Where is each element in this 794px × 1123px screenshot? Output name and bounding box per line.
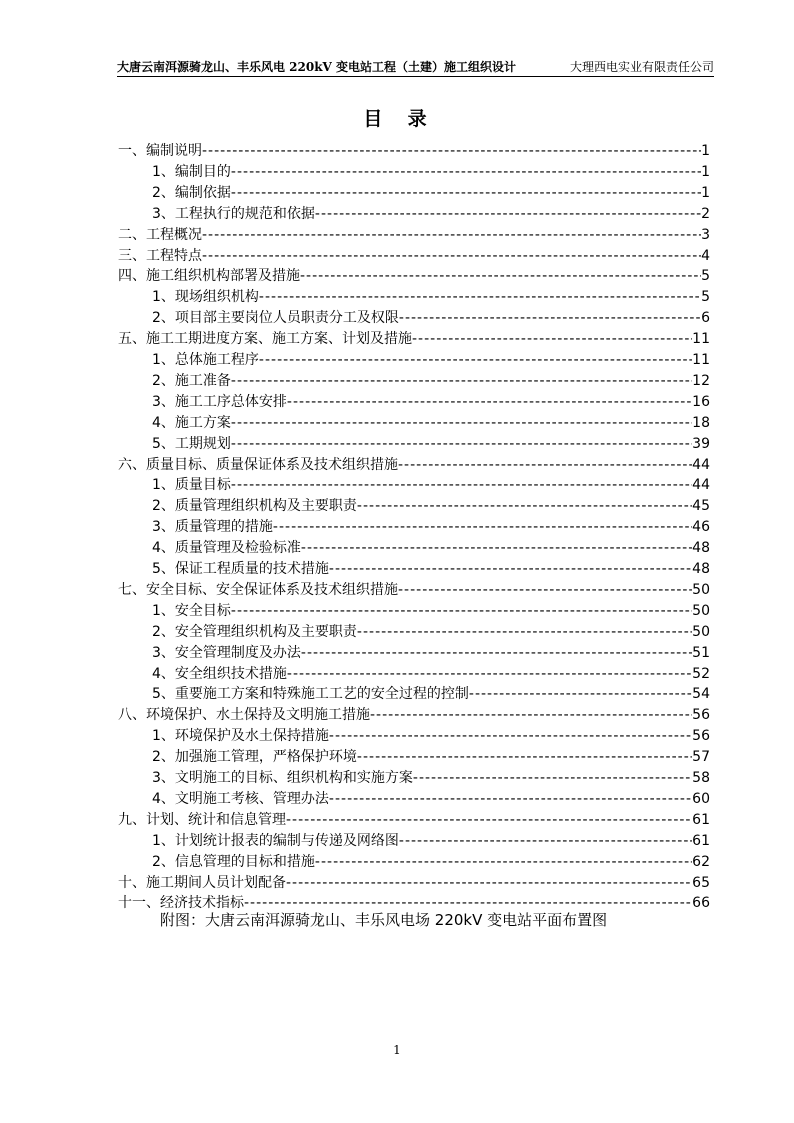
- toc-leader-dashes: [259, 352, 692, 368]
- toc-subsection[interactable]: [152, 161, 710, 181]
- toc-entry-label: 5、工期规划: [152, 436, 231, 452]
- toc-entry-page: 5: [701, 289, 710, 305]
- toc-leader-dashes: [301, 645, 692, 661]
- toc-subsection[interactable]: [152, 474, 710, 494]
- toc-leader-dashes: [286, 812, 692, 828]
- toc-entry-label: 2、编制依据: [152, 185, 231, 201]
- toc-leader-dashes: [398, 457, 692, 473]
- toc-entry-label: 八、环境保护、水土保持及文明施工措施: [118, 707, 370, 723]
- toc-section[interactable]: [118, 454, 710, 474]
- toc-entry-label: 1、编制目的: [152, 164, 231, 180]
- toc-entry-page: 1: [701, 143, 710, 159]
- toc-entry-label: 1、环境保护及水土保持措施: [152, 728, 329, 744]
- toc-leader-dashes: [202, 248, 701, 264]
- toc-entry-page: 39: [692, 436, 710, 452]
- toc-entry-label: 4、质量管理及检验标准: [152, 540, 301, 556]
- toc-entry-page: 52: [692, 666, 710, 682]
- toc-entry-label: 3、工程执行的规范和依据: [152, 206, 315, 222]
- toc-leader-dashes: [286, 875, 692, 891]
- toc-entry-page: 51: [692, 645, 710, 661]
- toc-subsection[interactable]: [152, 600, 710, 620]
- toc-entry-label: 5、重要施工方案和特殊施工工艺的安全过程的控制: [152, 686, 469, 702]
- toc-entry-label: 3、文明施工的目标、组织机构和实施方案: [152, 770, 413, 786]
- toc-entry-label: 六、质量目标、质量保证体系及技术组织措施: [118, 457, 398, 473]
- toc-subsection[interactable]: [152, 182, 710, 202]
- toc-leader-dashes: [231, 415, 692, 431]
- toc-entry-label: 2、安全管理组织机构及主要职责: [152, 624, 357, 640]
- toc-entry-label: 一、编制说明: [118, 143, 202, 159]
- toc-entry-label: 九、计划、统计和信息管理: [118, 812, 286, 828]
- toc-subsection[interactable]: [152, 286, 710, 306]
- toc-entry-page: 11: [692, 352, 710, 368]
- toc-title: 目 录: [363, 108, 431, 130]
- toc-entry-label: 2、信息管理的目标和措施: [152, 854, 315, 870]
- header-project-title: 大唐云南洱源骑龙山、丰乐风电 220kV 变电站工程（土建）施工组织设计: [117, 60, 517, 74]
- toc-entry-page: 2: [701, 206, 710, 222]
- toc-leader-dashes: [231, 373, 692, 389]
- toc-leader-dashes: [399, 310, 701, 326]
- toc-entry-page: 57: [692, 749, 710, 765]
- toc-entry-label: 1、总体施工程序: [152, 352, 259, 368]
- toc-leader-dashes: [231, 185, 701, 201]
- toc-entry-label: 2、项目部主要岗位人员职责分工及权限: [152, 310, 399, 326]
- toc-subsection[interactable]: [152, 746, 710, 766]
- toc-entry-page: 4: [701, 248, 710, 264]
- toc-section[interactable]: [118, 809, 710, 829]
- toc-entry-page: 56: [692, 707, 710, 723]
- toc-entry-label: 三、工程特点: [118, 248, 202, 264]
- toc-entry-page: 3: [701, 227, 710, 243]
- toc-entry-label: 3、质量管理的措施: [152, 519, 273, 535]
- toc-leader-dashes: [412, 331, 692, 347]
- toc-section[interactable]: [118, 140, 710, 160]
- toc-section[interactable]: [118, 872, 710, 892]
- toc-entry-label: 2、质量管理组织机构及主要职责: [152, 498, 357, 514]
- toc-section[interactable]: [118, 328, 710, 348]
- toc-leader-dashes: [287, 666, 692, 682]
- toc-entry-page: 1: [701, 185, 710, 201]
- toc-leader-dashes: [370, 707, 692, 723]
- toc-leader-dashes: [399, 833, 692, 849]
- toc-entry-label: 4、施工方案: [152, 415, 231, 431]
- toc-subsection[interactable]: [152, 203, 710, 223]
- toc-entry-label: 5、保证工程质量的技术措施: [152, 561, 329, 577]
- toc-leader-dashes: [231, 477, 692, 493]
- toc-leader-dashes: [398, 582, 692, 598]
- appendix-note: 附图：大唐云南洱源骑龙山、丰乐风电场 220kV 变电站平面布置图: [160, 911, 608, 929]
- toc-entry-label: 4、文明施工考核、管理办法: [152, 791, 329, 807]
- toc-entry-label: 十、施工期间人员计划配备: [118, 875, 286, 891]
- toc-leader-dashes: [231, 164, 701, 180]
- toc-subsection[interactable]: [152, 412, 710, 432]
- toc-entry-label: 3、安全管理制度及办法: [152, 645, 301, 661]
- toc-entry-page: 48: [692, 540, 710, 556]
- toc-leader-dashes: [357, 624, 692, 640]
- toc-leader-dashes: [315, 854, 692, 870]
- toc-entry-page: 44: [692, 477, 710, 493]
- toc-leader-dashes: [301, 540, 692, 556]
- toc-leader-dashes: [469, 686, 692, 702]
- toc-subsection[interactable]: [152, 621, 710, 641]
- toc-leader-dashes: [231, 603, 692, 619]
- toc-entry-label: 五、施工工期进度方案、施工方案、计划及措施: [118, 331, 412, 347]
- toc-entry-page: 45: [692, 498, 710, 514]
- toc-leader-dashes: [259, 289, 701, 305]
- toc-leader-dashes: [300, 268, 701, 284]
- toc-entry-page: 46: [692, 519, 710, 535]
- toc-entry-page: 65: [692, 875, 710, 891]
- toc-subsection[interactable]: [152, 767, 710, 787]
- toc-leader-dashes: [413, 770, 692, 786]
- toc-entry-label: 四、施工组织机构部署及措施: [118, 268, 300, 284]
- toc-entry-page: 50: [692, 582, 710, 598]
- toc-subsection[interactable]: [152, 433, 710, 453]
- toc-leader-dashes: [329, 791, 692, 807]
- toc-leader-dashes: [329, 561, 692, 577]
- toc-leader-dashes: [329, 728, 692, 744]
- toc-subsection[interactable]: [152, 663, 710, 683]
- toc-leader-dashes: [287, 394, 692, 410]
- toc-entry-label: 2、施工准备: [152, 373, 231, 389]
- toc-entry-page: 5: [701, 268, 710, 284]
- toc-entry-page: 60: [692, 791, 710, 807]
- toc-subsection[interactable]: [152, 495, 710, 515]
- toc-entry-label: 十一、经济技术指标: [118, 895, 244, 911]
- toc-subsection[interactable]: [152, 558, 710, 578]
- toc-leader-dashes: [315, 206, 701, 222]
- toc-subsection[interactable]: [152, 370, 710, 390]
- toc-entry-label: 2、加强施工管理，严格保护环境: [152, 749, 357, 765]
- toc-entry-page: 48: [692, 561, 710, 577]
- header-company-name: 大理西电实业有限责任公司: [569, 60, 714, 74]
- toc-subsection[interactable]: [152, 851, 710, 871]
- toc-leader-dashes: [202, 143, 701, 159]
- toc-entry-page: 56: [692, 728, 710, 744]
- toc-entry-page: 16: [692, 394, 710, 410]
- toc-entry-label: 3、施工工序总体安排: [152, 394, 287, 410]
- toc-leader-dashes: [231, 436, 692, 452]
- toc-entry-page: 18: [692, 415, 710, 431]
- toc-section[interactable]: [118, 245, 710, 265]
- toc-entry-page: 6: [701, 310, 710, 326]
- toc-entry-label: 1、计划统计报表的编制与传递及网络图: [152, 833, 399, 849]
- toc-leader-dashes: [202, 227, 701, 243]
- page-header: [117, 56, 714, 77]
- toc-entry-label: 七、安全目标、安全保证体系及技术组织措施: [118, 582, 398, 598]
- toc-entry-label: 1、现场组织机构: [152, 289, 259, 305]
- toc-entry-page: 11: [692, 331, 710, 347]
- toc-subsection[interactable]: [152, 642, 710, 662]
- toc-section[interactable]: [118, 265, 710, 285]
- toc-section[interactable]: [118, 224, 710, 244]
- page-number: 1: [393, 1043, 401, 1057]
- toc-entry-page: 66: [692, 895, 710, 911]
- toc-subsection[interactable]: [152, 683, 710, 703]
- toc-entry-page: 50: [692, 624, 710, 640]
- toc-entry-label: 1、安全目标: [152, 603, 231, 619]
- toc-entry-label: 4、安全组织技术措施: [152, 666, 287, 682]
- toc-entry-page: 54: [692, 686, 710, 702]
- toc-entry-page: 61: [692, 833, 710, 849]
- toc-entry-page: 50: [692, 603, 710, 619]
- toc-entry-page: 62: [692, 854, 710, 870]
- toc-subsection[interactable]: [152, 537, 710, 557]
- toc-subsection[interactable]: [152, 830, 710, 850]
- toc-entry-label: 二、工程概况: [118, 227, 202, 243]
- toc-subsection[interactable]: [152, 725, 710, 745]
- toc-entry-page: 58: [692, 770, 710, 786]
- toc-section[interactable]: [118, 704, 710, 724]
- toc-leader-dashes: [273, 519, 692, 535]
- toc-entry-label: 1、质量目标: [152, 477, 231, 493]
- toc-entry-page: 12: [692, 373, 710, 389]
- toc-leader-dashes: [357, 498, 692, 514]
- toc-subsection[interactable]: [152, 516, 710, 536]
- toc-subsection[interactable]: [152, 788, 710, 808]
- toc-section[interactable]: [118, 579, 710, 599]
- toc-subsection[interactable]: [152, 391, 710, 411]
- toc-subsection[interactable]: [152, 307, 710, 327]
- toc-entry-page: 44: [692, 457, 710, 473]
- toc-entry-page: 61: [692, 812, 710, 828]
- toc-entry-page: 1: [701, 164, 710, 180]
- toc-leader-dashes: [357, 749, 692, 765]
- toc-subsection[interactable]: [152, 349, 710, 369]
